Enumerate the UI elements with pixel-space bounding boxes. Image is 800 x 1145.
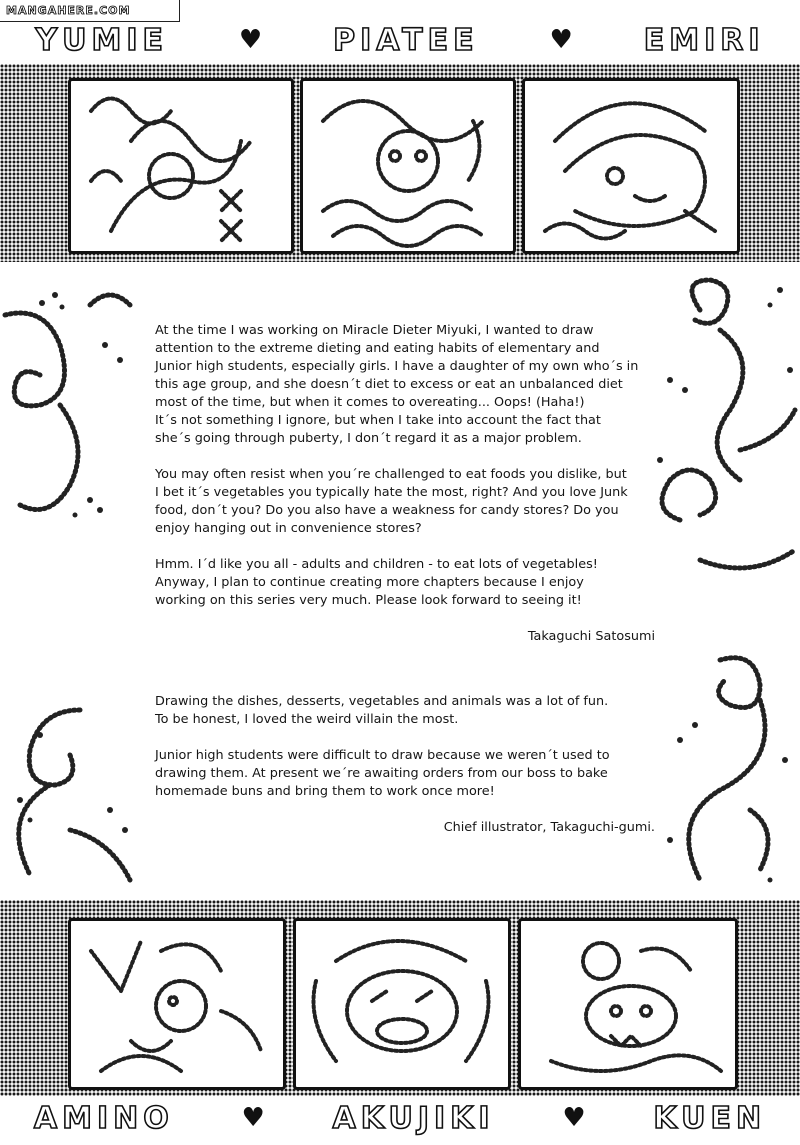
name-emiri: EMIRI (643, 22, 765, 58)
afterword-paragraph: At the time I was working on Miracle Dieter Miyuki, I wanted to draw attention to the extreme dieting and eating habits of elementary and Junior high students, especially girls. I have a daughter of my own who´s in this age group, and she doesn´t diet to excess or eat an unbalanced diet most of the time, but when it comes to overeating... Oops! (Haha!) It´s not something I ignore, but when I take into account the fact that she´s going through puberty, I don´t regard it as a major problem. (155, 323, 639, 446)
panel-akujiki-illustration (293, 918, 511, 1090)
name-akujiki: AKUJIKI (332, 1100, 495, 1136)
afterword-paragraph: Hmm. I´d like you all - adults and children - to eat lots of vegetables! Anyway, I plan to continue creating more chapters because I enjoy working on this series very much. Please look forward to seeing it! (155, 557, 598, 608)
afterword-paragraph: You may often resist when you´re challenged to eat foods you dislike, but I bet it´s vegetables you typically hate the most, right? And you love Junk food, don´t you? Do you also have a weakness for candy stores? Do you enjoy hanging out in convenience stores? (155, 467, 628, 536)
name-kuen: KUEN (653, 1100, 767, 1136)
illustrator-signature: Chief illustrator, Takaguchi-gumi. (443, 820, 655, 835)
author-signature: Takaguchi Satosumi (527, 629, 655, 644)
swirl-ornament-icon (640, 270, 800, 590)
panel-amino-illustration (68, 918, 286, 1090)
swirl-ornament-icon (0, 285, 150, 545)
swirl-ornament-icon (0, 690, 150, 900)
name-piatee: PIATEE (333, 22, 479, 58)
swirl-ornament-icon (640, 640, 800, 900)
afterword-section-author (155, 322, 655, 664)
character-sketch-icon (71, 81, 291, 251)
bottom-illustration-band (0, 900, 800, 1096)
heart-icon: ♥ (238, 25, 263, 55)
afterword-section-illustrator (155, 693, 655, 855)
character-sketch-icon (521, 921, 735, 1087)
panel-yumie-illustration (68, 78, 294, 254)
name-amino: AMINO (33, 1100, 174, 1136)
character-sketch-icon (303, 81, 513, 251)
heart-icon: ♥ (562, 1103, 586, 1133)
afterword-paragraph: Drawing the dishes, desserts, vegetables and animals was a lot of fun. To be honest, I loved the weird villain the most. (155, 694, 609, 727)
character-sketch-icon (296, 921, 508, 1087)
site-watermark: MANGAHERE.COM (0, 0, 180, 22)
panel-kuen-illustration (518, 918, 738, 1090)
top-illustration-band (0, 64, 800, 262)
character-sketch-icon (525, 81, 737, 251)
panel-piatee-illustration (300, 78, 516, 254)
name-yumie: YUMIE (35, 22, 169, 58)
afterword-paragraph: Junior high students were difficult to draw because we weren´t used to drawing them. At present we´re awaiting orders from our boss to bake homemade buns and bring them to work once more! (155, 748, 610, 799)
heart-icon: ♥ (549, 25, 573, 55)
top-character-names (0, 20, 800, 60)
character-sketch-icon (71, 921, 283, 1087)
bottom-character-names (0, 1098, 800, 1138)
heart-icon: ♥ (241, 1103, 265, 1133)
panel-emiri-illustration (522, 78, 740, 254)
